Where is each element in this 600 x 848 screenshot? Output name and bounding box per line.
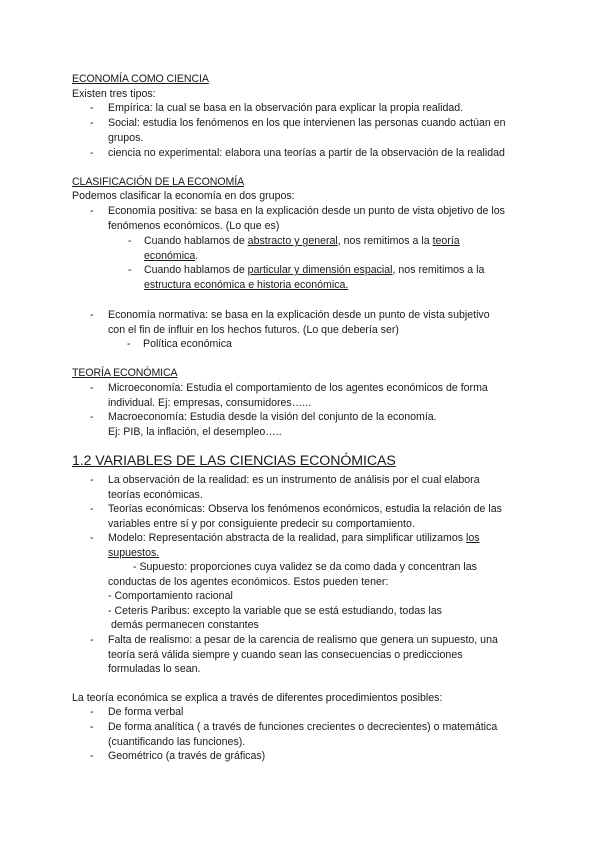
text-line (144, 263, 488, 278)
text-line: Política económica (143, 338, 232, 350)
text-line: Economía normativa: se basa en la explicación desde un punto de vista subjetivo (108, 309, 490, 321)
bullet-dash: - (90, 721, 94, 733)
text-line: grupos. (108, 131, 144, 144)
text-line: variables entre sí y por consiguiente predecir su comportamiento. (108, 517, 415, 530)
underlined-term: particular y dimensión espacial (247, 264, 393, 276)
bullet-dash: - (90, 205, 94, 217)
bullet-dash: - (90, 117, 94, 129)
bullet-dash: - (90, 102, 94, 114)
bullet-dash: - (90, 474, 94, 486)
text-line: Falta de realismo: a pesar de la carencia de realismo que genera un supuesto, una (108, 634, 498, 646)
ceteris-line: - Ceteris Paribus: excepto la variable que se está estudiando, todas las (108, 605, 442, 617)
section-intro: Podemos clasificar la economía en dos grupos: (72, 190, 295, 202)
bullet-dash: - (90, 411, 94, 423)
text-line: Empírica: la cual se basa en la observación para explicar la propia realidad. (108, 102, 464, 114)
bullet-dash: - (90, 532, 94, 544)
text-line: Microeconomía: Estudia el comportamiento de los agentes económicos de forma (108, 382, 488, 394)
underlined-term: económica (144, 249, 196, 262)
text-line: formuladas lo sean. (108, 663, 201, 676)
bullet-dash: - (127, 338, 131, 350)
bullet-dash: - (90, 634, 94, 646)
section-heading-clasificacion: CLASIFICACIÓN DE LA ECONOMÍA (72, 176, 245, 188)
comportamiento-line: - Comportamiento racional (108, 590, 233, 602)
bullet-dash: - (90, 503, 94, 515)
text-line (144, 249, 488, 264)
text-run: Cuando hablamos de (144, 235, 248, 247)
text-line: La observación de la realidad: es un instrumento de análisis por el cual elabora (108, 474, 480, 486)
underlined-term: teoría (432, 235, 460, 247)
text-line: Social: estudia los fenómenos en los que intervienen las personas cuando actúan en (108, 117, 506, 129)
text-line: individual. Ej: empresas, consumidores…... (108, 396, 312, 409)
text-run: , nos remitimos a la (337, 235, 433, 247)
section-heading-economia-como-ciencia: ECONOMÍA COMO CIENCIA (72, 73, 209, 85)
ceteris-line: demás permanecen constantes (111, 619, 259, 631)
text-line: Geométrico (a través de gráficas) (108, 750, 266, 762)
bullet-dash: - (90, 706, 94, 718)
text-run: Cuando hablamos de (144, 264, 248, 276)
text-line (108, 531, 532, 546)
text-line: Economía positiva: se basa en la explicación desde un punto de vista objetivo de los (108, 205, 505, 217)
text-line: teorías económicas. (108, 488, 203, 501)
underlined-term: los (466, 532, 480, 544)
text-line: Ej: PIB, la inflación, el desempleo….. (108, 425, 282, 438)
bullet-dash: - (128, 235, 132, 247)
supuesto-line: - Supuesto: proporciones cuya validez se da como dada y concentran las (133, 561, 477, 573)
text-line: fenómenos económicos. (Lo que es) (108, 219, 280, 232)
underlined-term: estructura económica e historia económica. (144, 278, 349, 291)
section-heading-variables: 1.2 VARIABLES DE LAS CIENCIAS ECONÓMICAS (72, 453, 396, 469)
text-run: . (195, 249, 199, 262)
text-line: Teorías económicas: Observa los fenómenos económicos, estudia la relación de las (108, 503, 502, 515)
text-line: De forma analítica ( a través de funciones crecientes o decrecientes) o matemática (108, 721, 498, 733)
section-intro: La teoría económica se explica a través de diferentes procedimientos posibles: (72, 692, 443, 704)
text-line (144, 234, 488, 249)
section-heading-teoria: TEORÍA ECONÓMICA (72, 367, 178, 379)
text-line: De forma verbal (108, 706, 184, 718)
supuesto-line: conductas de los agentes económicos. Estos pueden tener: (108, 576, 389, 588)
bullet-dash: - (90, 147, 94, 159)
text-run: , nos remitimos a la (392, 264, 485, 276)
text-line: ciencia no experimental: elabora una teorías a partir de la observación de la realidad (108, 147, 505, 159)
bullet-dash: - (90, 309, 94, 321)
underlined-term: abstracto y general (247, 235, 338, 247)
section-intro: Existen tres tipos: (72, 88, 156, 100)
text-run: Modelo: Representación abstracta de la realidad, para simplificar utilizamos (108, 532, 467, 544)
text-line: Macroeconomía: Estudia desde la visión del conjunto de la economía. (108, 411, 437, 423)
text-line: teoría será válida siempre y cuando sean las consecuencias o predicciones (108, 648, 463, 661)
text-line: con el fin de influir en los hechos futuros. (Lo que debería ser) (108, 323, 399, 336)
bullet-dash: - (128, 264, 132, 276)
text-line: (cuantificando las funciones). (108, 735, 246, 748)
bullet-dash: - (90, 382, 94, 394)
underlined-term: supuestos. (108, 546, 160, 559)
bullet-dash: - (90, 750, 94, 762)
